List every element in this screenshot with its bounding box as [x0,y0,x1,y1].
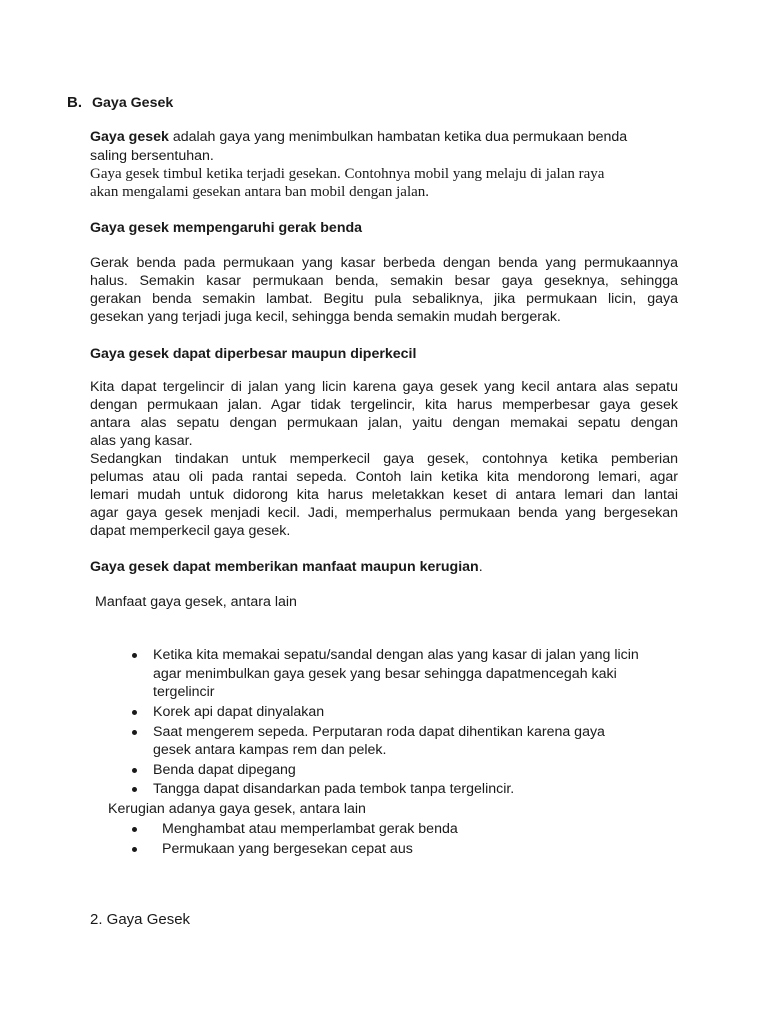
paragraph-line: Kita dapat tergelincir di jalan yang licin karena gaya gesek yang kecil antara alas sepatu [90,379,678,395]
bullet-icon [132,653,137,658]
section-heading [67,94,173,112]
intro-example-line-1: Gaya gesek timbul ketika terjadi gesekan. Contohnya mobil yang melaju di jalan raya [90,166,605,182]
subheading-manfaat-line [90,558,678,576]
intro-definition-cont: saling bersentuhan. [90,148,214,164]
subheading-period: . [478,559,483,575]
paragraph-line: antara alas sepatu dengan permukaan jalan, yaitu dengan memakai sepatu dengan [90,415,678,431]
list-item: Ketika kita memakai sepatu/sandal dengan alas yang kasar di jalan yang licin [153,647,639,663]
paragraph-line: Gerak benda pada permukaan yang kasar berbeda dengan benda yang permukaannya [90,255,678,271]
next-section-heading: 2. Gaya Gesek [90,911,191,928]
paragraph-line: halus. Semakin kasar permukaan benda, semakin besar gaya geseknya, sehingga [90,273,678,289]
section-title: Gaya Gesek [92,95,174,111]
list-item: Saat mengerem sepeda. Perputaran roda dapat dihentikan karena gaya [153,724,605,740]
list-item: Korek api dapat dinyalakan [153,704,325,720]
intro-definition: adalah gaya yang menimbulkan hambatan ketika dua permukaan benda [168,129,628,145]
paragraph-line: dapat memperkecil gaya gesek. [90,523,291,539]
paragraph-line: dengan permukaan jalan. Agar tidak tergelincir, kita harus memperbesar gaya gesek [90,397,678,413]
list-item: Tangga dapat disandarkan pada tembok tanpa tergelincir. [153,781,515,797]
bullet-icon [132,827,137,832]
bullet-icon [132,730,137,735]
bullet-icon [132,710,137,715]
losses-intro: Kerugian adanya gaya gesek, antara lain [108,801,366,817]
intro-example-line-2: akan mengalami gesekan antara ban mobil dengan jalan. [90,184,430,200]
subheading-gerak: Gaya gesek mempengaruhi gerak benda [90,220,363,236]
list-item-cont: gesek antara kampas rem dan pelek. [153,742,387,758]
paragraph-line: gerakan benda semakin lambat. Begitu pula sebaliknya, jika permukaan licin, gaya [90,291,678,307]
paragraph-line: Sedangkan tindakan untuk memperkecil gaya gesek, contohnya ketika pemberian [90,451,678,467]
paragraph-line: alas yang kasar. [90,433,193,449]
benefits-intro: Manfaat gaya gesek, antara lain [95,594,297,610]
paragraph-line: pelumas atau oli pada rantai sepeda. Contoh lain ketika kita mendorong lemari, agar [90,469,678,485]
list-item: Menghambat atau memperlambat gerak benda [162,821,458,837]
list-item-cont: tergelincir [153,684,215,700]
subheading-diperbesar: Gaya gesek dapat diperbesar maupun diperkecil [90,346,417,362]
section-letter: B. [67,94,82,111]
paragraph-line: agar gaya gesek menjadi kecil. Jadi, memperhalus permukaan benda yang bergesekan [90,505,678,521]
list-item-cont: agar menimbulkan gaya gesek yang besar sehingga dapatmencegah kaki [153,666,617,682]
list-item: Permukaan yang bergesekan cepat aus [162,841,413,857]
bullet-icon [132,847,137,852]
list-item: Benda dapat dipegang [153,762,296,778]
intro-term: Gaya gesek [90,129,169,145]
subheading-manfaat: Gaya gesek dapat memberikan manfaat maupun kerugian [90,559,479,575]
paragraph-line: gesekan yang terjadi juga kecil, sehingga benda semakin mudah bergerak. [90,309,561,325]
bullet-icon [132,787,137,792]
paragraph-line: lemari mudah untuk didorong kita harus meletakkan keset di antara lemari dan lantai [90,487,678,503]
intro-definition-line [90,128,678,146]
bullet-icon [132,768,137,773]
